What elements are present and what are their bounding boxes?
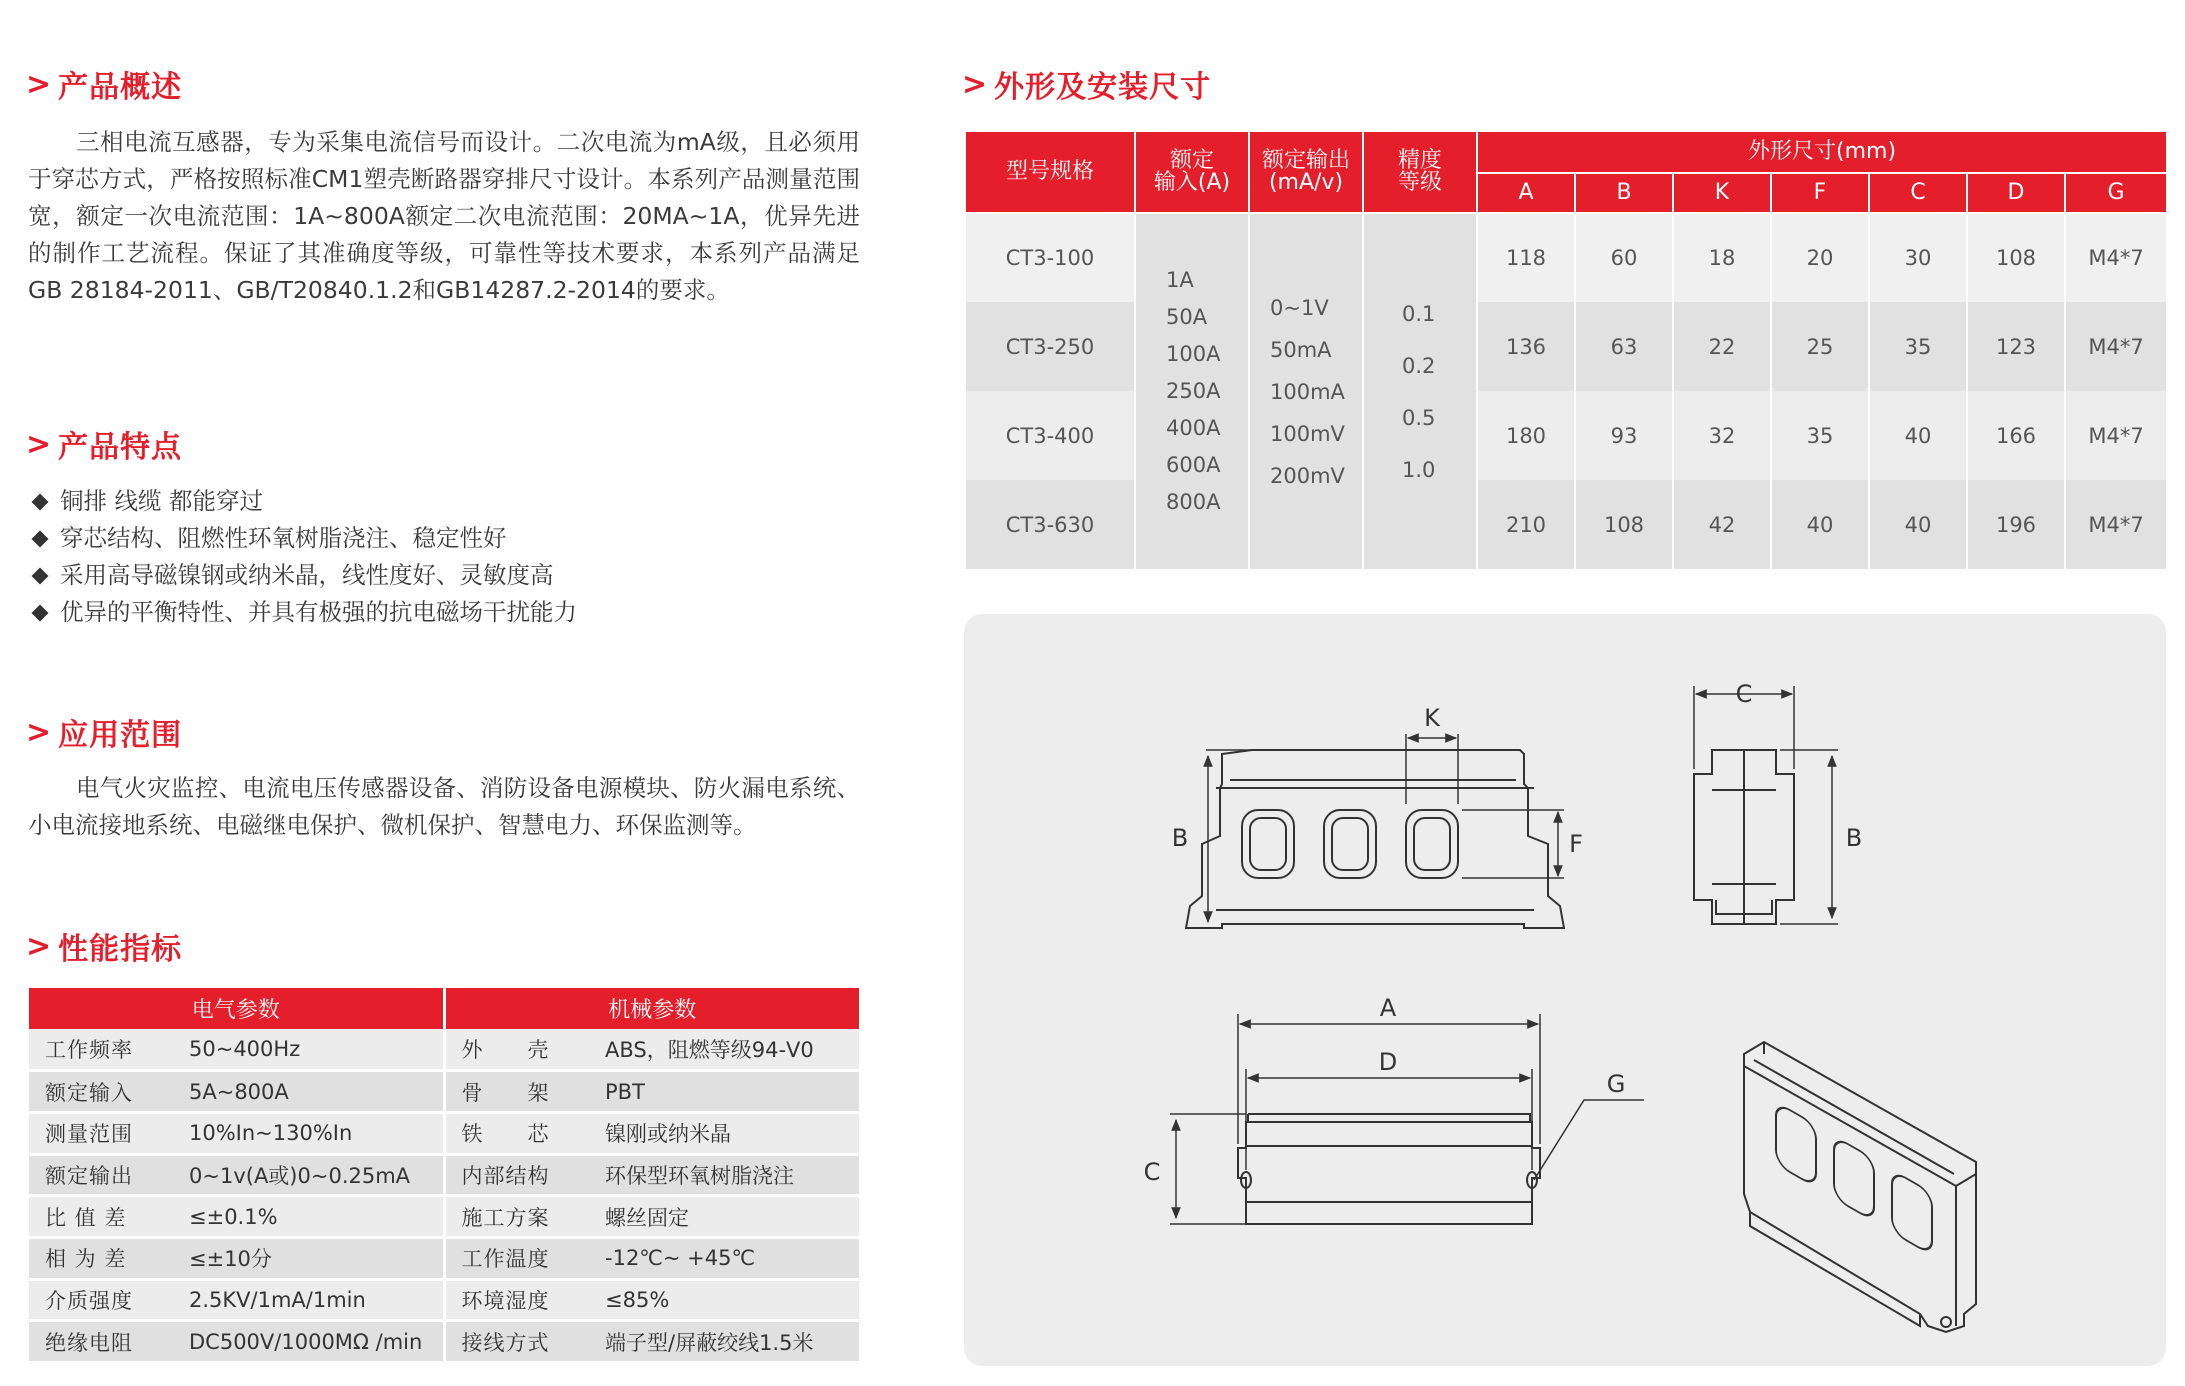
table-cell: PBT bbox=[589, 1071, 859, 1113]
table-cell: 铁 芯 bbox=[444, 1112, 589, 1154]
table-cell-model: CT3-400 bbox=[965, 391, 1135, 480]
diamond-bullet-icon bbox=[32, 604, 49, 621]
table-cell: 工作频率 bbox=[29, 1029, 173, 1071]
dim-label-c: C bbox=[1143, 1158, 1161, 1186]
diamond-bullet-icon bbox=[32, 567, 49, 584]
header-accuracy: 精度 等级 bbox=[1363, 131, 1477, 213]
table-cell: 骨 架 bbox=[444, 1071, 589, 1113]
bottom-view-drawing bbox=[1170, 1014, 1644, 1224]
table-cell: M4*7 bbox=[2065, 302, 2167, 391]
table-cell: 5A~800A bbox=[173, 1071, 444, 1113]
table-cell: 108 bbox=[1575, 480, 1673, 569]
table-cell: 25 bbox=[1771, 302, 1869, 391]
side-view-drawing bbox=[1694, 686, 1838, 924]
table-cell: 40 bbox=[1869, 391, 1967, 480]
table-cell: ≤±10分 bbox=[173, 1237, 444, 1279]
table-row bbox=[29, 1196, 859, 1238]
dim-label-k: K bbox=[1424, 704, 1440, 732]
list-item: 采用高导磁镍钢或纳米晶，线性度好、灵敏度高 bbox=[28, 557, 577, 594]
dim-label-g: G bbox=[1606, 1070, 1626, 1098]
table-cell-model: CT3-100 bbox=[965, 213, 1135, 302]
dim-label-b-side: B bbox=[1845, 824, 1863, 852]
chevron-right-icon: > bbox=[962, 66, 989, 102]
table-cell-model: CT3-630 bbox=[965, 480, 1135, 569]
table-cell: 93 bbox=[1575, 391, 1673, 480]
table-cell: 环境湿度 bbox=[444, 1279, 589, 1321]
output-values: 0~1V 50mA 100mA 100mV 200mV bbox=[1249, 213, 1363, 569]
performance-table bbox=[29, 988, 859, 1364]
diamond-bullet-icon bbox=[32, 530, 49, 547]
chevron-right-icon: > bbox=[26, 714, 53, 750]
table-cell: 42 bbox=[1673, 480, 1771, 569]
chevron-right-icon: > bbox=[26, 426, 53, 462]
dim-label-f: F bbox=[1569, 830, 1583, 858]
dim-label-d: D bbox=[1378, 1048, 1398, 1076]
table-cell: 60 bbox=[1575, 213, 1673, 302]
overview-title: > 产品概述 bbox=[26, 66, 183, 105]
table-cell: 10%In~130%In bbox=[173, 1112, 444, 1154]
table-cell: 123 bbox=[1967, 302, 2065, 391]
dim-label-b: B bbox=[1171, 824, 1189, 852]
front-view-drawing bbox=[1186, 734, 1564, 928]
table-cell: 32 bbox=[1673, 391, 1771, 480]
table-cell: 22 bbox=[1673, 302, 1771, 391]
table-cell: 介质强度 bbox=[29, 1279, 173, 1321]
table-row bbox=[29, 1112, 859, 1154]
application-title: > 应用范围 bbox=[26, 714, 183, 753]
table-cell: 118 bbox=[1477, 213, 1575, 302]
table-cell: -12℃~ +45℃ bbox=[589, 1237, 859, 1279]
input-values: 1A 50A 100A 250A 400A 600A 800A bbox=[1135, 213, 1249, 569]
table-cell: M4*7 bbox=[2065, 480, 2167, 569]
chevron-right-icon: > bbox=[26, 66, 53, 102]
table-cell: 环保型环氧树脂浇注 bbox=[589, 1154, 859, 1196]
table-cell: 50~400Hz bbox=[173, 1029, 444, 1071]
table-cell: 额定输入 bbox=[29, 1071, 173, 1113]
col-header: B bbox=[1575, 173, 1673, 213]
table-cell: 测量范围 bbox=[29, 1112, 173, 1154]
accuracy-values: 0.1 0.2 0.5 1.0 bbox=[1363, 213, 1477, 569]
table-cell: ABS，阻燃等级94-V0 bbox=[589, 1029, 859, 1071]
header-model: 型号规格 bbox=[965, 131, 1135, 213]
table-cell: 20 bbox=[1771, 213, 1869, 302]
table-cell: 额定输出 bbox=[29, 1154, 173, 1196]
diamond-bullet-icon bbox=[32, 493, 49, 510]
table-cell-model: CT3-250 bbox=[965, 302, 1135, 391]
table-cell: 196 bbox=[1967, 480, 2065, 569]
table-cell: 35 bbox=[1869, 302, 1967, 391]
dim-label-a: A bbox=[1379, 994, 1397, 1022]
table-cell: 63 bbox=[1575, 302, 1673, 391]
drawing-panel bbox=[964, 614, 2166, 1366]
table-cell: 136 bbox=[1477, 302, 1575, 391]
table-cell: 108 bbox=[1967, 213, 2065, 302]
dim-label-c-side: C bbox=[1735, 680, 1753, 708]
dimension-drawing bbox=[964, 614, 2166, 1366]
chevron-right-icon: > bbox=[26, 928, 53, 964]
table-row bbox=[29, 1237, 859, 1279]
table-cell: 2.5KV/1mA/1min bbox=[173, 1279, 444, 1321]
table-row bbox=[29, 1029, 859, 1071]
table-cell: 35 bbox=[1771, 391, 1869, 480]
table-cell: 18 bbox=[1673, 213, 1771, 302]
table-cell: 绝缘电阻 bbox=[29, 1321, 173, 1363]
list-item: 优异的平衡特性、并具有极强的抗电磁场干扰能力 bbox=[28, 594, 577, 631]
table-cell: ≤85% bbox=[589, 1279, 859, 1321]
table-cell: 螺丝固定 bbox=[589, 1196, 859, 1238]
col-header: F bbox=[1771, 173, 1869, 213]
table-cell: 外 壳 bbox=[444, 1029, 589, 1071]
table-cell: 接线方式 bbox=[444, 1321, 589, 1363]
list-item: 铜排 线缆 都能穿过 bbox=[28, 483, 577, 520]
header-electrical: 电气参数 bbox=[29, 988, 444, 1029]
col-header: A bbox=[1477, 173, 1575, 213]
table-cell: 0~1v(A或)0~0.25mA bbox=[173, 1154, 444, 1196]
table-row bbox=[29, 1071, 859, 1113]
header-mechanical: 机械参数 bbox=[444, 988, 859, 1029]
table-cell: 210 bbox=[1477, 480, 1575, 569]
table-cell: 40 bbox=[1771, 480, 1869, 569]
table-row bbox=[29, 1279, 859, 1321]
header-size: 外形尺寸(mm) bbox=[1477, 131, 2167, 173]
table-row bbox=[29, 1321, 859, 1363]
table-row bbox=[29, 1154, 859, 1196]
table-cell: 镍刚或纳米晶 bbox=[589, 1112, 859, 1154]
isometric-view-drawing bbox=[1744, 1042, 1976, 1332]
features-title: > 产品特点 bbox=[26, 426, 183, 465]
table-cell: 40 bbox=[1869, 480, 1967, 569]
col-header: D bbox=[1967, 173, 2065, 213]
header-input: 额定 输入(A) bbox=[1135, 131, 1249, 213]
table-cell: 工作温度 bbox=[444, 1237, 589, 1279]
overview-text: 三相电流互感器，专为采集电流信号而设计。二次电流为mA级，且必须用于穿芯方式，严格按照标准CM1塑壳断路器穿排尺寸设计。本系列产品测量范围宽，额定一次电流范围：1A~800A额定二次电流范围：20MA~1A，优异先进的制作工艺流程。保证了其准确度等级，可靠性等技术要求，本系列产品满足GB 28184-2011、GB/T20840.1.2和GB14287.2-2014的要求。 bbox=[28, 128, 860, 304]
features-list bbox=[28, 483, 577, 631]
table-cell: 施工方案 bbox=[444, 1196, 589, 1238]
table-cell: 内部结构 bbox=[444, 1154, 589, 1196]
table-cell: M4*7 bbox=[2065, 213, 2167, 302]
table-cell: 166 bbox=[1967, 391, 2065, 480]
list-item: 穿芯结构、阻燃性环氧树脂浇注、稳定性好 bbox=[28, 520, 577, 557]
table-cell: M4*7 bbox=[2065, 391, 2167, 480]
col-header: G bbox=[2065, 173, 2167, 213]
table-cell: ≤±0.1% bbox=[173, 1196, 444, 1238]
col-header: K bbox=[1673, 173, 1771, 213]
table-cell: 30 bbox=[1869, 213, 1967, 302]
header-output: 额定输出 (mA/v) bbox=[1249, 131, 1363, 213]
application-text: 电气火灾监控、电流电压传感器设备、消防设备电源模块、防火漏电系统、小电流接地系统、电磁继电保护、微机保护、智慧电力、环保监测等。 bbox=[28, 774, 860, 839]
table-cell: DC500V/1000MΩ /min bbox=[173, 1321, 444, 1363]
table-cell: 比 值 差 bbox=[29, 1196, 173, 1238]
table-cell: 端子型/屏蔽绞线1.5米 bbox=[589, 1321, 859, 1363]
table-cell: 相 为 差 bbox=[29, 1237, 173, 1279]
dimensions-table bbox=[964, 130, 2168, 569]
performance-title: > 性能指标 bbox=[26, 928, 183, 967]
dimensions-title: > 外形及安装尺寸 bbox=[962, 66, 1212, 105]
table-cell: 180 bbox=[1477, 391, 1575, 480]
col-header: C bbox=[1869, 173, 1967, 213]
